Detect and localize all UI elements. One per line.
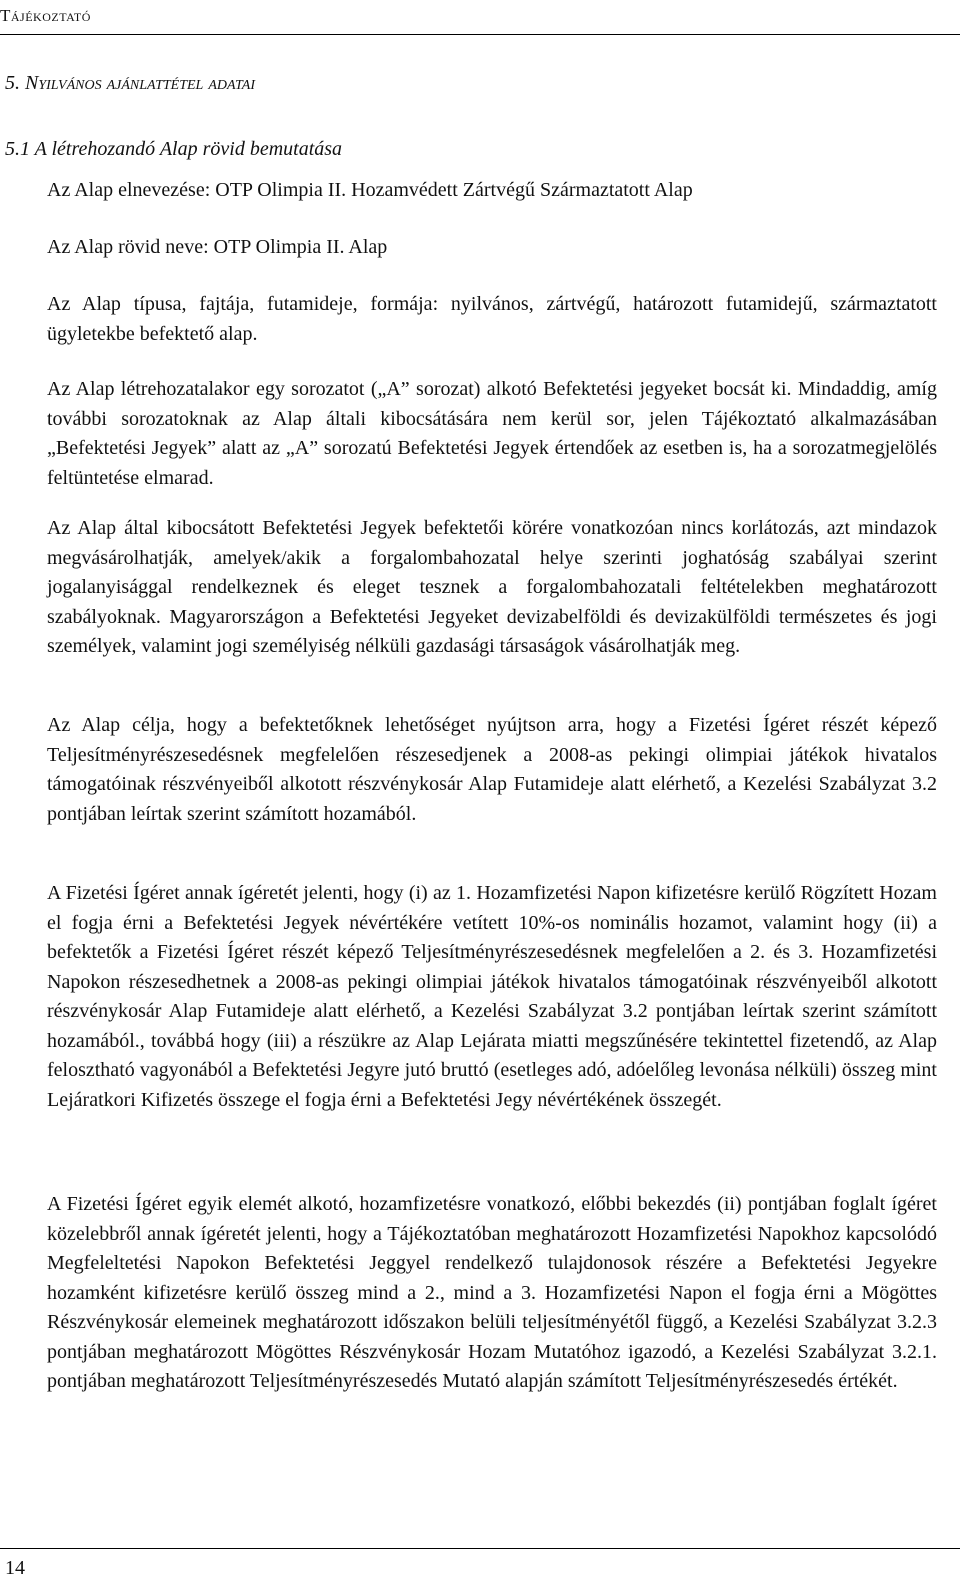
subsection-heading: 5.1 A létrehozandó Alap rövid bemutatása xyxy=(5,138,343,160)
paragraph-text: A Fizetési Ígéret annak ígéretét jelenti, hogy (i) az 1. Hozamfizetési Napon kifizetésre kerülő Rögzített Hozam el fogja érni a Befektetési Jegyek névértékére vetített 10%-os nominális hozamot, valamint hogy (ii) a befektetők a Fizetési Ígéret részét képező Teljesítményrészesedésnek megfelelően a 2. és 3. Hozamfizetési Napokon részesedhetnek a 2008-as pekingi olimpiai játékok hivatalos támogatóinak részvényeiből alkotott részvénykosár Alap Futamideje alatt elérhető, a Kezelési Szabályzat 3.2 pontjában leírtak szerint számított hozamából., továbbá hogy (iii) a részükre az Alap Lejárata miatti megszűnésére tekintettel fizetendő, az Alap felosztható vagyonából a Befektetési Jegyre jutó bruttó (esetleges adó, adóelőleg levonása nélküli) összeg mint Lejáratkori Kifizetés összege el fogja érni a Befektetési Jegy névértékének összegét. xyxy=(47,882,937,1111)
page-number: 14 xyxy=(5,1557,25,1579)
paragraph-fund-type xyxy=(47,290,937,349)
footer-divider xyxy=(0,1548,960,1549)
paragraph-text: Az Alap célja, hogy a befektetőknek lehetőséget nyújtson arra, hogy a Fizetési Ígéret részét képező Teljesítményrészesedésnek megfelelően részesedjenek a 2008-as pekingi olimpiai játékok hivatalos támogatóinak részvényeiből alkotott részvénykosár Alap Futamideje alatt elérhető, a Kezelési Szabályzat 3.2 pontjában leírtak szerint számított hozamából. xyxy=(47,714,937,825)
fund-name-line: Az Alap elnevezése: OTP Olimpia II. Hozamvédett Zártvégű Származtatott Alap xyxy=(47,179,693,201)
paragraph-payment-promise xyxy=(47,879,937,1115)
paragraph-text: Az Alap típusa, fajtája, futamideje, formája: nyilvános, zártvégű, határozott futamidejű, származtatott ügyletekbe befektető alap. xyxy=(47,293,937,345)
paragraph-text: Az Alap által kibocsátott Befektetési Jegyek befektetői körére vonatkozóan nincs korlátozás, azt mindazok megvásárolhatják, amelyek/akik a forgalombahozatal helye szerinti joghatóság szabályai szerint jogalanyisággal rendelkeznek és eleget tesznek a forgalombahozatali feltételekben meghatározott szabályoknak. Magyarországon a Befektetési Jegyeket devizabelföldi és devizakülföldi természetes és jogi személyek, valamint jogi személyiség nélküli gazdasági társaságok vásárolhatják meg. xyxy=(47,517,937,657)
paragraph-goal xyxy=(47,711,937,829)
paragraph-text: A Fizetési Ígéret egyik elemét alkotó, hozamfizetésre vonatkozó, előbbi bekezdés (ii) pontjában foglalt ígéret közelebbről annak ígéretét jelenti, hogy a Tájékoztatóban meghatározott Hozamfizetési Napokhoz kapcsolódó Megfeleltetési Napokon Befektetési Jeggyel rendelkező tulajdonosok részére a Befektetési Jegyekre hozamként kifizetésre kerülő összeg mind a 2., mind a 3. Hozamfizetési Napon el fogja érni a Mögöttes Részvénykosár elemeinek meghatározott időszakon belüli teljesítményétől függő, a Kezelési Szabályzat 3.2.3 pontjában meghatározott Mögöttes Részvénykosár Hozam Mutatóhoz igazodó, a Kezelési Szabályzat 3.2.1. pontjában meghatározott Teljesítményrészesedés Mutató alapján számított Teljesítményrészesedés értékét. xyxy=(47,1193,937,1392)
section-heading: 5. Nyilvános ajánlattétel adatai xyxy=(5,72,255,94)
running-header: Tájékoztató xyxy=(0,6,91,25)
paragraph-series xyxy=(47,375,937,493)
fund-short-name-line: Az Alap rövid neve: OTP Olimpia II. Alap xyxy=(47,236,388,258)
header-divider xyxy=(0,34,960,35)
paragraph-investors xyxy=(47,514,937,662)
paragraph-text: Az Alap létrehozatalakor egy sorozatot („A” sorozat) alkotó Befektetési jegyeket bocsát ki. Mindaddig, amíg további sorozatoknak az Alap általi kibocsátására nem kerül sor, jelen Tájékoztató alkalmazásában „Befektetési Jegyek” alatt az „A” sorozatú Befektetési Jegyek értendőek az esetben is, ha a sorozatmegjelölés feltüntetése elmarad. xyxy=(47,378,937,489)
paragraph-payment-promise-detail xyxy=(47,1190,937,1397)
